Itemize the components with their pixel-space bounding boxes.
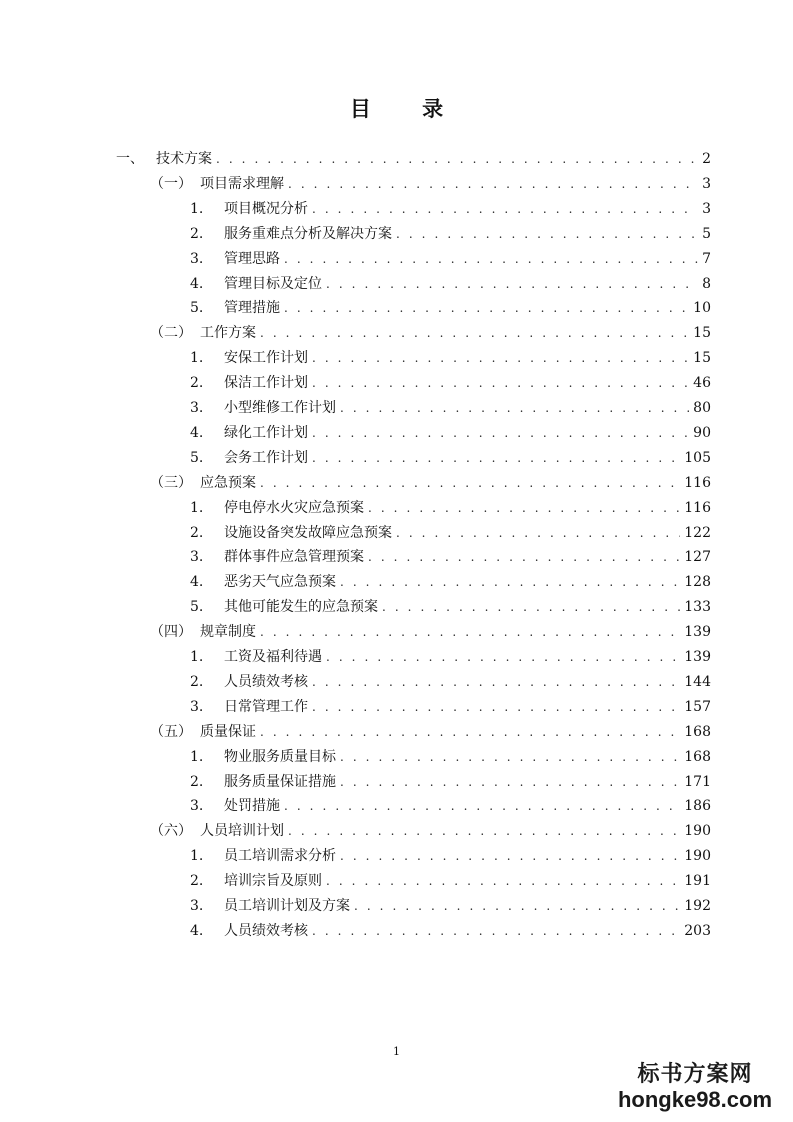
page-number: 1 (393, 1045, 400, 1058)
toc-entry-label: 管理措施 (224, 300, 280, 317)
toc-entry-page: 15 (693, 350, 711, 367)
toc-entry-number: 1. (190, 499, 204, 516)
toc-entry-label: 日常管理工作 (224, 698, 308, 715)
toc-entry[interactable] (190, 445, 711, 467)
toc-entry-label: 恶劣天气应急预案 (224, 574, 336, 591)
toc-dot-leader (312, 349, 689, 367)
watermark-cn-text: 标书方案网 (637, 1062, 753, 1087)
toc-entry-page: 191 (684, 873, 711, 890)
toc-entry-number: 4. (190, 574, 204, 591)
toc-entry-number: 1. (190, 200, 204, 217)
toc-dot-leader (340, 748, 680, 766)
toc-entry[interactable] (190, 918, 711, 940)
toc-entry-page: 144 (684, 673, 711, 690)
toc-entry[interactable] (190, 669, 711, 691)
toc-entry-number: （四） (150, 624, 192, 641)
toc-entry-number: 1. (190, 748, 204, 765)
toc-entry[interactable] (190, 694, 711, 716)
toc-entry-page: 7 (702, 250, 711, 267)
toc-entry-page: 168 (684, 748, 711, 765)
toc-entry-label: 人员绩效考核 (224, 922, 308, 939)
toc-entry[interactable] (190, 196, 711, 218)
toc-entry-page: 3 (702, 200, 711, 217)
toc-dot-leader (340, 573, 680, 591)
toc-entry-label: 项目需求理解 (200, 175, 284, 192)
toc-entry-label: 会务工作计划 (224, 449, 308, 466)
toc-entry-number: 3. (190, 898, 204, 914)
toc-entry[interactable] (150, 719, 711, 741)
toc-entry-label: 物业服务质量目标 (224, 748, 336, 765)
toc-entry-label: 应急预案 (200, 474, 256, 491)
toc-entry-page: 5 (702, 225, 711, 242)
toc-entry-number: 4. (190, 922, 204, 939)
toc-dot-leader (312, 673, 680, 691)
toc-entry[interactable] (190, 295, 711, 317)
toc-dot-leader (312, 698, 680, 716)
toc-entry[interactable] (116, 146, 711, 168)
toc-entry[interactable] (190, 893, 711, 915)
toc-entry-page: 168 (684, 723, 711, 740)
toc-dot-leader (396, 225, 698, 243)
toc-entry-page: 116 (684, 499, 711, 516)
toc-entry-number: 3. (190, 400, 204, 416)
toc-entry[interactable] (190, 420, 711, 442)
toc-entry-number: 3. (190, 549, 204, 566)
toc-entry-label: 管理目标及定位 (224, 275, 322, 292)
toc-dot-leader (326, 872, 680, 890)
toc-entry-label: 管理思路 (224, 250, 280, 267)
toc-entry-page: 46 (693, 375, 711, 392)
toc-entry-page: 190 (684, 823, 711, 840)
toc-dot-leader (312, 374, 689, 392)
toc-entry-page: 186 (684, 798, 711, 815)
toc-entry-page: 116 (684, 474, 711, 491)
toc-dot-leader (312, 200, 698, 218)
toc-entry-number: 2. (190, 673, 204, 690)
toc-entry-label: 设施设备突发故障应急预案 (224, 524, 392, 541)
toc-entry-page: 133 (684, 599, 711, 616)
toc-entry-page: 157 (684, 698, 711, 715)
toc-entry-label: 质量保证 (200, 723, 256, 740)
page-title: 目 录 (349, 97, 466, 121)
toc-dot-leader (354, 897, 680, 915)
toc-dot-leader (368, 548, 680, 566)
toc-entry-label: 处罚措施 (224, 798, 280, 815)
toc-entry[interactable] (190, 520, 711, 542)
watermark-logo (615, 1062, 775, 1112)
toc-entry-label: 其他可能发生的应急预案 (224, 599, 378, 616)
toc-entry[interactable] (190, 345, 711, 367)
toc-entry-label: 服务重难点分析及解决方案 (224, 225, 392, 242)
toc-dot-leader (288, 175, 698, 193)
toc-entry-number: 2. (190, 225, 204, 242)
toc-entry[interactable] (150, 619, 711, 641)
toc-entry-number: 4. (190, 424, 204, 441)
toc-entry-page: 127 (684, 549, 711, 566)
toc-entry-label: 群体事件应急管理预案 (224, 549, 364, 566)
toc-entry-page: 2 (702, 151, 711, 167)
toc-dot-leader (382, 598, 680, 616)
toc-dot-leader (260, 623, 680, 641)
toc-entry-number: 1. (190, 848, 204, 865)
toc-entry-label: 绿化工作计划 (224, 424, 308, 441)
toc-entry-number: 1. (190, 649, 204, 665)
toc-entry-label: 工作方案 (200, 325, 256, 342)
toc-entry-number: 1. (190, 350, 204, 367)
toc-entry-number: （六） (150, 823, 192, 840)
toc-dot-leader (216, 150, 698, 168)
toc-entry-page: 105 (684, 449, 711, 466)
toc-entry[interactable] (190, 395, 711, 417)
toc-dot-leader (312, 449, 680, 467)
toc-entry-number: 4. (190, 275, 204, 292)
toc-entry-label: 规章制度 (200, 624, 256, 641)
toc-dot-leader (260, 474, 680, 492)
toc-entry-page: 139 (684, 649, 711, 665)
toc-entry-label: 项目概况分析 (224, 200, 308, 217)
toc-entry[interactable] (150, 470, 711, 492)
toc-entry[interactable] (190, 769, 711, 791)
toc-entry[interactable] (190, 495, 711, 517)
toc-entry-label: 员工培训需求分析 (224, 848, 336, 865)
toc-entry[interactable] (150, 320, 711, 342)
toc-entry[interactable] (190, 569, 711, 591)
toc-entry[interactable] (150, 818, 711, 840)
toc-dot-leader (260, 723, 680, 741)
toc-dot-leader (284, 797, 680, 815)
toc-entry[interactable] (190, 544, 711, 566)
toc-entry-page: 90 (693, 424, 711, 441)
toc-entry[interactable] (190, 843, 711, 865)
toc-dot-leader (312, 424, 689, 442)
toc-entry-page: 139 (684, 624, 711, 641)
toc-entry-page: 3 (702, 175, 711, 192)
toc-entry[interactable] (190, 744, 711, 766)
toc-dot-leader (284, 299, 689, 317)
toc-entry-number: 5. (190, 300, 204, 317)
toc-entry[interactable] (190, 793, 711, 815)
toc-entry-number: 2. (190, 873, 204, 890)
toc-entry[interactable] (190, 246, 711, 268)
toc-dot-leader (340, 399, 689, 417)
toc-entry[interactable] (190, 868, 711, 890)
toc-entry-page: 15 (693, 325, 711, 342)
toc-dot-leader (284, 250, 698, 268)
toc-entry-number: 5. (190, 599, 204, 616)
toc-entry[interactable] (190, 271, 711, 293)
toc-entry-number: （五） (150, 723, 192, 740)
toc-entry-label: 服务质量保证措施 (224, 773, 336, 790)
toc-dot-leader (340, 773, 680, 791)
toc-entry-page: 128 (684, 574, 711, 591)
toc-entry-label: 工资及福利待遇 (224, 649, 322, 665)
toc-entry-page: 192 (684, 898, 711, 914)
toc-entry[interactable] (190, 594, 711, 616)
toc-entry-number: 2. (190, 375, 204, 392)
toc-entry-number: （一） (150, 175, 192, 192)
toc-dot-leader (368, 499, 680, 517)
toc-dot-leader (260, 324, 689, 342)
toc-entry-page: 190 (684, 848, 711, 865)
toc-dot-leader (288, 822, 680, 840)
toc-entry-label: 人员绩效考核 (224, 673, 308, 690)
toc-entry-page: 203 (684, 922, 711, 939)
toc-entry[interactable] (190, 644, 711, 666)
toc-dot-leader (396, 524, 680, 542)
toc-entry-number: 2. (190, 773, 204, 790)
toc-entry-number: 3. (190, 250, 204, 267)
watermark-en-text: hongke98.com (617, 1087, 773, 1112)
toc-entry-label: 停电停水火灾应急预案 (224, 499, 364, 516)
toc-dot-leader (340, 847, 680, 865)
toc-entry-page: 10 (693, 300, 711, 317)
toc-entry-page: 171 (684, 773, 711, 790)
toc-entry-number: 3. (190, 698, 204, 715)
toc-entry-label: 保洁工作计划 (224, 375, 308, 392)
toc-entry-label: 培训宗旨及原则 (224, 873, 322, 890)
toc-entry-label: 人员培训计划 (200, 823, 284, 840)
toc-dot-leader (312, 922, 680, 940)
toc-entry[interactable] (150, 171, 711, 193)
toc-entry-label: 安保工作计划 (224, 350, 308, 367)
toc-entry-number: （三） (150, 474, 192, 491)
toc-entry-number: 一、 (116, 151, 144, 167)
toc-entry-page: 80 (693, 400, 711, 416)
toc-entry-number: 2. (190, 524, 204, 541)
toc-entry[interactable] (190, 221, 711, 243)
toc-entry-number: （二） (150, 325, 192, 342)
toc-entry-number: 5. (190, 449, 204, 466)
toc-dot-leader (326, 275, 698, 293)
toc-entry[interactable] (190, 370, 711, 392)
toc-entry-number: 3. (190, 798, 204, 815)
toc-entry-page: 122 (684, 524, 711, 541)
toc-entry-page: 8 (702, 275, 711, 292)
toc-entry-label: 小型维修工作计划 (224, 400, 336, 416)
toc-entry-label: 员工培训计划及方案 (224, 898, 350, 914)
toc-dot-leader (326, 648, 680, 666)
toc-entry-label: 技术方案 (156, 151, 212, 167)
